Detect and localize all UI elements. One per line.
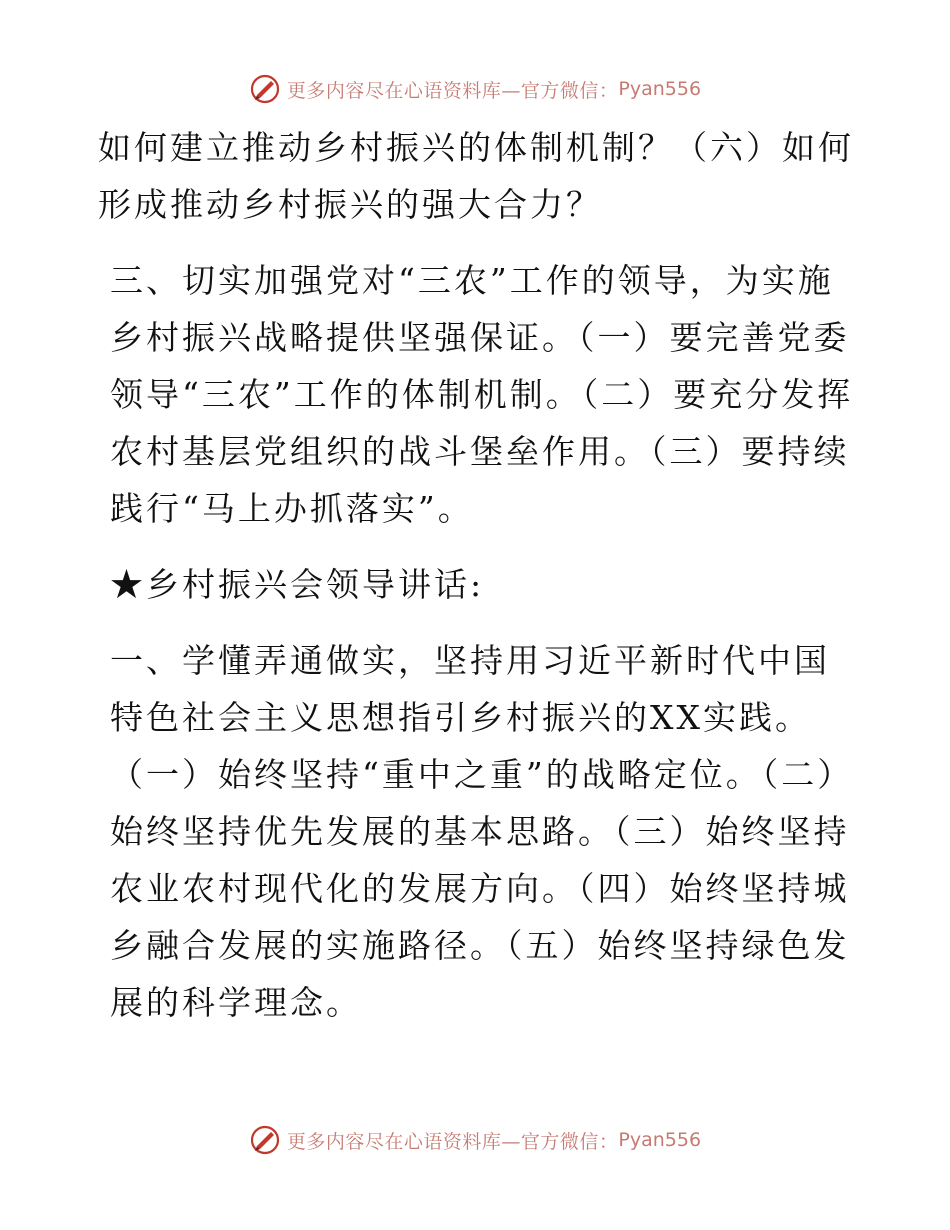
banner-text: 更多内容尽在心语资料库—官方微信： bbox=[286, 79, 619, 102]
banner-wechat-id: Pyan556 bbox=[618, 78, 702, 100]
paragraph: 如何建立推动乡村振兴的体制机制？（六）如何形成推动乡村振兴的强大合力？ bbox=[98, 128, 854, 224]
banner-text: 更多内容尽在心语资料库—官方微信： bbox=[286, 1130, 619, 1153]
banner-wechat-id: Pyan556 bbox=[618, 1129, 702, 1151]
section-heading: ★乡村振兴会领导讲话: bbox=[110, 565, 485, 604]
logo-icon bbox=[249, 73, 281, 105]
document-body bbox=[98, 119, 858, 1031]
paragraph: 三、切实加强党对“三农”工作的领导，为实施乡村振兴战略提供坚强保证。（一）要完善党委领导“三农”工作的体制机制。（二）要充分发挥农村基层党组织的战斗堡垒作用。（三）要持续践行“马上办抓落实”。 bbox=[110, 261, 854, 528]
paragraph: 一、学懂弄通做实，坚持用习近平新时代中国特色社会主义思想指引乡村振兴的XX实践。（一）始终坚持“重中之重”的战略定位。（二）始终坚持优先发展的基本思路。（三）始终坚持农业农村现代化的发展方向。（四）始终坚持城乡融合发展的实施路径。（五）始终坚持绿色发展的科学理念。 bbox=[110, 641, 854, 1022]
logo-icon bbox=[249, 1124, 281, 1156]
header-banner bbox=[0, 72, 950, 106]
footer-banner bbox=[0, 1123, 950, 1157]
